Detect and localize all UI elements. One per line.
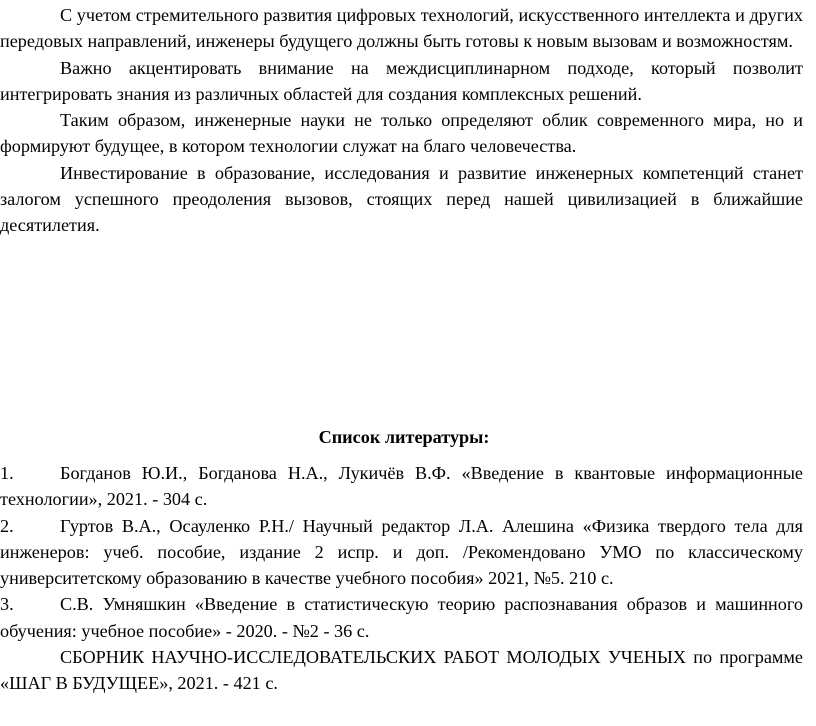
paragraph: С учетом стремительного развития цифровых технологий, искусственного интеллекта и других передовых направлений, инженеры будущего должны быть готовы к новым вызовам и возможностям. [0, 5, 803, 52]
paragraph: Таким образом, инженерные науки не только определяют облик современного мира, но и формируют будущее, в котором технологии служат на благо человечества. [0, 110, 803, 157]
body-text [0, 2, 803, 239]
references-title: Список литературы: [318, 427, 490, 447]
reference-item [0, 513, 803, 592]
paragraph: Важно акцентировать внимание на междисциплинарном подходе, который позволит интегрировать знания из различных областей для создания комплексных решений. [0, 57, 803, 104]
paragraph: Инвестирование в образование, исследования и развитие инженерных компетенций станет залогом успешного преодоления вызовов, стоящих перед нашей цивилизацией в ближайшие десятилетия. [0, 162, 803, 236]
reference-number: 3. [0, 594, 14, 615]
reference-text: Богданов Ю.И., Богданова Н.А., Лукичёв В.Ф. «Введение в квантовые информационные технологии», 2021. - 304 с. [0, 463, 803, 510]
reference-text: С.В. Умняшкин «Введение в статистическую теорию распознавания образов и машинного обучения: учебное пособие» - 2020. - №2 - 36 с. [0, 594, 803, 641]
reference-number: 1. [0, 463, 14, 483]
reference-text: Гуртов В.А., Осауленко Р.Н./ Научный редактор Л.А. Алешина «Физика твердого тела для инженеров: учеб. пособие, издание 2 испр. и доп. /Рекомендовано УМО по классическому университетскому образованию в качестве учебного пособия» 2021, №5. 210 с. [0, 515, 803, 589]
reference-item [0, 460, 803, 513]
reference-item [0, 591, 803, 644]
reference-item: СБОРНИК НАУЧНО-ИССЛЕДОВАТЕЛЬСКИХ РАБОТ МОЛОДЫХ УЧЕНЫХ по программе «ШАГ В БУДУЩЕЕ», 2021. - 421 с. [0, 647, 803, 694]
reference-number: 2. [0, 515, 14, 536]
references-list [0, 460, 803, 697]
